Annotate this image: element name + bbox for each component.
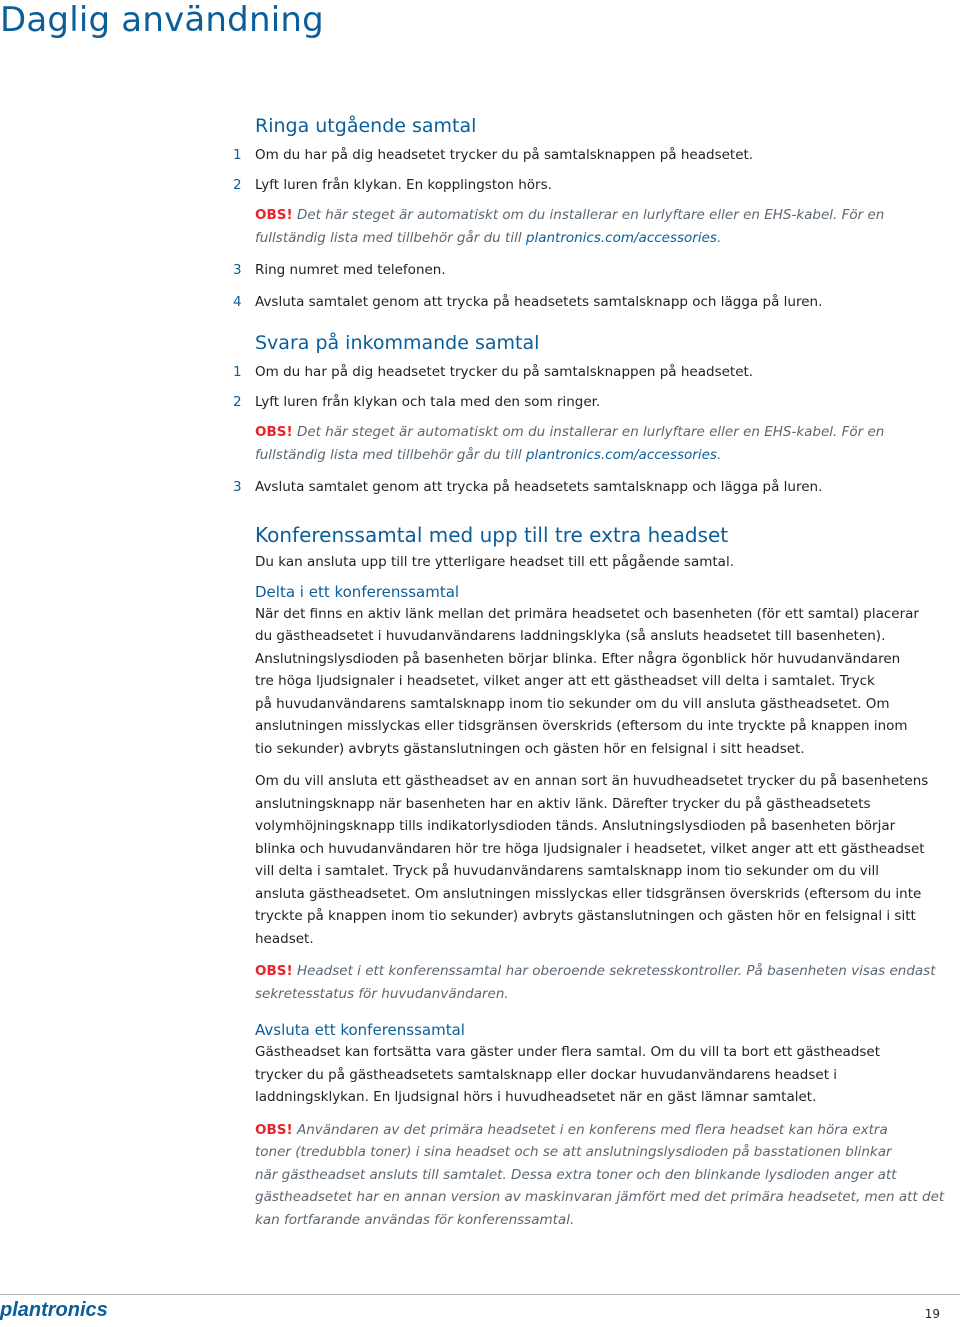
step-number: 1 — [233, 147, 242, 163]
logo-text: plantronics — [0, 1299, 108, 1321]
step-text: Om du har på dig headsetet trycker du på samtalsknappen på headsetet. — [255, 147, 754, 163]
text-line: ansluta gästheadsetet. Om anslutningen misslyckas eller tidsgränsen överskrids (eftersom du inte — [255, 885, 922, 902]
section-heading-incoming: Svara på inkommande samtal — [255, 332, 540, 354]
step-number: 3 — [233, 262, 242, 278]
obs-label: OBS! — [255, 963, 293, 979]
step-number: 4 — [233, 294, 242, 310]
step-text: Om du har på dig headsetet trycker du på samtalsknappen på headsetet. — [255, 364, 754, 380]
subheading-end: Avsluta ett konferenssamtal — [255, 1021, 465, 1039]
step-number: 3 — [233, 479, 242, 495]
note-suffix: . — [716, 229, 722, 246]
note-text: Det här steget är automatiskt om du installerar en lurlyftare eller en EHS-kabel. För en — [296, 207, 885, 223]
end-paragraph — [255, 1041, 959, 1109]
note-text: Användaren av det primära headsetet i en konferens med flera headset kan höra extra — [296, 1121, 888, 1138]
note-block — [255, 960, 959, 1005]
content — [233, 114, 959, 1231]
page-footer — [0, 1294, 960, 1327]
text-line: på huvudanvändarens samtalsknapp inom tio sekunder om du vill ansluta gästheadsetet. Om — [255, 695, 890, 712]
text-line: tio sekunder) avbryts gästanslutningen och gästen hör en felsignal i sitt headset. — [255, 740, 805, 757]
note-text: fullständig lista med tillbehör går du till — [255, 229, 526, 246]
text-line: tre höga ljudsignaler i headsetet, vilket anger att ett gästheadset vill delta i samtalet. Tryck — [255, 673, 875, 689]
note-text: Det här steget är automatiskt om du installerar en lurlyftare eller en EHS-kabel. För en — [296, 424, 885, 440]
text-line: laddningsklykan. En ljudsignal hörs i huvudheadsetet när en gäst lämnar samtalet. — [255, 1089, 817, 1105]
subheading-join: Delta i ett konferenssamtal — [255, 582, 460, 601]
step-text: Lyft luren från klykan och tala med den som ringer. — [255, 394, 601, 410]
accessories-link[interactable]: plantronics.com/accessories — [525, 446, 717, 463]
note-block — [255, 1119, 959, 1232]
text-line: vill delta i samtalet. Tryck på huvudanvändarens samtalsknapp inom tio sekunder om du vill — [255, 863, 880, 879]
step-text: Ring numret med telefonen. — [255, 262, 446, 278]
step-item — [233, 144, 959, 166]
step-text: Avsluta samtalet genom att trycka på headsetets samtalsknapp och lägga på luren. — [255, 294, 823, 310]
note-text: sekretesstatus för huvudanvändaren. — [255, 985, 509, 1002]
note-text: kan fortfarande användas för konferenssamtal. — [255, 1211, 575, 1228]
note-text: Headset i ett konferenssamtal har oberoende sekretesskontroller. På basenheten visas endast — [296, 963, 936, 979]
note-text: gästheadsetet har en annan version av maskinvaran jämfört med det primära headsetet, men att det — [255, 1189, 945, 1205]
text-line: anslutningsknapp när basenheten har en aktiv länk. Därefter trycker du på gästheadsetets — [255, 795, 871, 812]
plantronics-logo — [0, 1297, 140, 1323]
step-number: 2 — [233, 177, 242, 193]
text-line: Gästheadset kan fortsätta vara gäster under flera samtal. Om du vill ta bort ett gästheadset — [255, 1044, 881, 1060]
section-heading-outgoing: Ringa utgående samtal — [255, 115, 477, 137]
step-item — [233, 291, 959, 313]
obs-label: OBS! — [255, 207, 293, 223]
text-line: tryckte på knappen inom tio sekunder) avbryts gästanslutningen och gästen hör en felsignal i sitt — [255, 908, 916, 924]
step-text: Avsluta samtalet genom att trycka på headsetets samtalsknapp och lägga på luren. — [255, 479, 823, 495]
note-text: när gästheadset ansluts till samtalet. Dessa extra toner och den blinkande lysdioden anger att — [255, 1166, 897, 1183]
note-text: fullständig lista med tillbehör går du till — [255, 446, 526, 463]
text-line: anslutningen misslyckas eller tidsgränsen överskrids (eftersom du inte tryckte på knappen inom — [255, 718, 908, 734]
step-number: 1 — [233, 364, 242, 380]
step-item — [233, 391, 959, 413]
join-paragraph-2 — [255, 770, 959, 950]
obs-label: OBS! — [255, 424, 293, 440]
join-paragraph-1 — [255, 603, 959, 761]
step-item — [233, 259, 959, 281]
step-item — [233, 361, 959, 383]
step-item — [233, 174, 959, 196]
section-heading-conference: Konferenssamtal med upp till tre extra headset — [255, 523, 729, 547]
text-line: headset. — [255, 930, 314, 947]
page-number: 19 — [924, 1307, 940, 1321]
text-line: du gästheadsetet i huvudanvändarens laddningsklyka (så ansluts headsetet till basenheten). — [255, 628, 886, 644]
obs-label: OBS! — [255, 1121, 293, 1138]
text-line: volymhöjningsknapp tills indikatorlysdioden tänds. Anslutningslysdioden på basenheten börjar — [255, 818, 896, 834]
note-text: toner (tredubbla toner) i sina headset och se att anslutningslysdioden på basstationen blinkar — [255, 1144, 892, 1160]
text-line: Om du vill ansluta ett gästheadset av en annan sort än huvudheadsetet trycker du på basenhetens — [255, 773, 929, 789]
text-line: trycker du på gästheadsetets samtalsknapp eller dockar huvudanvändarens headset i — [255, 1066, 838, 1083]
note-block — [255, 204, 959, 249]
step-item — [233, 476, 959, 498]
page-title: Daglig användning — [0, 0, 324, 40]
note-suffix: . — [716, 446, 722, 463]
text-line: blinka och huvudanvändaren hör tre höga ljudsignaler i headsetet, vilket anger att ett gästheadset — [255, 840, 925, 857]
text-line: Anslutningslysdioden på basenheten börjar blinka. Efter några ögonblick hör huvudanvändaren — [255, 650, 901, 667]
conference-intro: Du kan ansluta upp till tre ytterligare headset till ett pågående samtal. — [255, 554, 734, 570]
accessories-link[interactable]: plantronics.com/accessories — [525, 229, 717, 246]
step-number: 2 — [233, 394, 242, 410]
step-text: Lyft luren från klykan. En kopplingston hörs. — [255, 177, 552, 193]
note-block — [255, 421, 959, 466]
text-line: När det finns en aktiv länk mellan det primära headsetet och basenheten (för ett samtal) placerar — [255, 605, 919, 622]
